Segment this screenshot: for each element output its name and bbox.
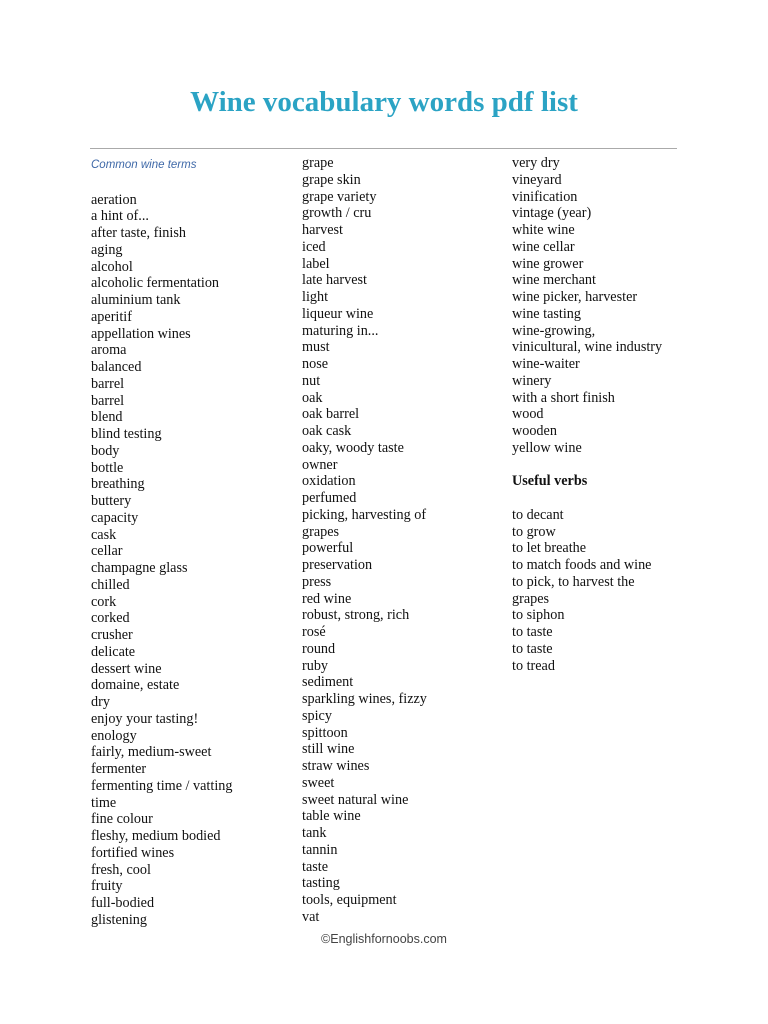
term-item: grape variety [302,188,377,205]
term-item: fermenter [91,761,147,777]
term-item: alcohol [91,258,133,275]
term-item: sweet natural wine [302,791,409,808]
verb-item: to pick, to harvest the [512,573,635,590]
term-item: preservation [302,557,373,573]
verb-item: to grow [512,523,556,540]
term-item: tank [302,825,327,841]
verbs-heading: Useful verbs [512,473,588,490]
term-item: a hint of... [91,208,149,225]
term-item: with a short finish [512,389,615,406]
term-item: oak [302,389,323,406]
term-item: chilled [91,576,130,593]
term-item: blend [91,409,123,426]
verb-item: to tread [512,657,555,674]
term-item: wine-growing, [512,322,596,339]
term-item: vineyard [512,171,562,188]
term-item: owner [302,456,338,473]
term-item: late harvest [302,272,367,289]
term-item: fruity [91,878,123,895]
verb-item: to decant [512,506,564,523]
term-item: champagne glass [91,560,188,576]
term-item: spittoon [302,724,348,741]
term-item: perfumed [302,490,357,506]
term-item: capacity [91,509,139,526]
term-item: red wine [302,590,352,607]
term-item: wood [512,406,544,423]
term-item: oaky, woody taste [302,439,404,456]
term-item: barrel [91,375,125,392]
term-item: buttery [91,493,132,509]
copyright-footer: ©Englishfornoobs.com [321,932,447,946]
term-item: enology [91,727,137,744]
term-item: time [91,794,117,811]
terms-column-2 [302,155,502,926]
term-list-1 [91,192,291,929]
term-item: fleshy, medium bodied [91,828,221,844]
term-item: robust, strong, rich [302,607,410,624]
term-item: label [302,255,330,272]
term-item: still wine [302,741,355,758]
term-item: breathing [91,476,145,493]
term-item: bottle [91,459,124,476]
terms-column-3 [512,155,732,674]
term-item: vinicultural, wine industry [512,339,663,356]
term-item: cask [91,526,117,543]
term-item: tasting [302,875,340,892]
term-item: picking, harvesting of [302,506,427,523]
spacer [512,490,732,507]
term-item: iced [302,238,326,255]
term-item: appellation wines [91,325,191,342]
term-list-2 [302,155,502,926]
term-item: after taste, finish [91,225,186,241]
term-item: oak barrel [302,406,360,423]
term-item: crusher [91,627,133,643]
term-item: aperitif [91,308,132,325]
term-item: liqueur wine [302,305,374,322]
term-item: tools, equipment [302,892,397,908]
term-item: rosé [302,624,326,640]
term-item: growth / cru [302,205,372,222]
term-item: sparkling wines, fizzy [302,691,427,707]
term-item: oxidation [302,473,356,490]
term-item: body [91,442,120,459]
term-item: powerful [302,540,354,557]
verb-item: to match foods and wine [512,557,652,573]
term-item: grapes [302,523,340,540]
term-item: very dry [512,155,560,171]
term-item: maturing in... [302,322,379,339]
term-item: nose [302,356,329,372]
term-item: aging [91,241,123,258]
page-title: Wine vocabulary words pdf list [190,86,578,118]
term-item: must [302,339,330,356]
term-item: aroma [91,342,127,359]
term-item: taste [302,858,328,875]
spacer [512,457,732,474]
term-item: grape [302,155,334,171]
term-item: harvest [302,222,343,238]
term-item: alcoholic fermentation [91,275,220,292]
term-item: domaine, estate [91,677,180,694]
terms-column-1 [91,158,291,929]
term-item: wine grower [512,255,584,272]
term-item: ruby [302,657,329,674]
term-item: fortified wines [91,844,175,861]
term-item: light [302,289,329,305]
term-item: cellar [91,543,123,560]
term-item: wooden [512,423,557,439]
term-item: aeration [91,191,137,208]
term-item: nut [302,372,321,389]
term-item: yellow wine [512,439,582,456]
verb-list [512,507,732,675]
term-item: full-bodied [91,895,155,911]
term-item: press [302,573,332,590]
verb-item: to siphon [512,607,565,624]
spacer [91,175,291,192]
verb-item: to let breathe [512,540,587,557]
term-item: dry [91,694,110,710]
term-item: sweet [302,774,335,791]
term-item: delicate [91,643,136,660]
term-item: fermenting time / vatting [91,777,233,794]
verb-item: grapes [512,590,550,607]
section-label: Common wine terms [91,159,197,171]
term-item: wine picker, harvester [512,289,638,305]
verb-item: to taste [512,640,553,657]
term-list-3 [512,155,732,457]
term-item: barrel [91,392,125,409]
term-item: tannin [302,841,338,858]
term-item: fine colour [91,811,153,828]
term-item: table wine [302,808,361,825]
term-item: wine-waiter [512,356,580,372]
verb-item: to taste [512,624,553,640]
term-item: corked [91,610,130,627]
term-item: fairly, medium-sweet [91,744,212,761]
term-item: vintage (year) [512,205,592,222]
term-item: wine merchant [512,272,596,289]
term-item: vinification [512,188,578,205]
term-item: sediment [302,674,354,691]
term-item: oak cask [302,423,352,439]
title-divider [90,148,677,149]
term-item: dessert wine [91,660,162,677]
term-item: grape skin [302,171,361,188]
term-item: cork [91,593,117,610]
term-item: fresh, cool [91,861,151,878]
term-item: enjoy your tasting! [91,710,199,727]
term-item: white wine [512,222,575,238]
term-item: straw wines [302,758,370,774]
term-item: glistening [91,911,147,928]
term-item: balanced [91,359,142,375]
term-item: vat [302,908,320,925]
term-item: spicy [302,707,332,724]
term-item: winery [512,372,552,389]
term-item: aluminium tank [91,292,181,308]
term-item: blind testing [91,426,162,442]
term-item: wine tasting [512,305,581,322]
term-item: wine cellar [512,238,575,255]
term-item: round [302,640,336,657]
